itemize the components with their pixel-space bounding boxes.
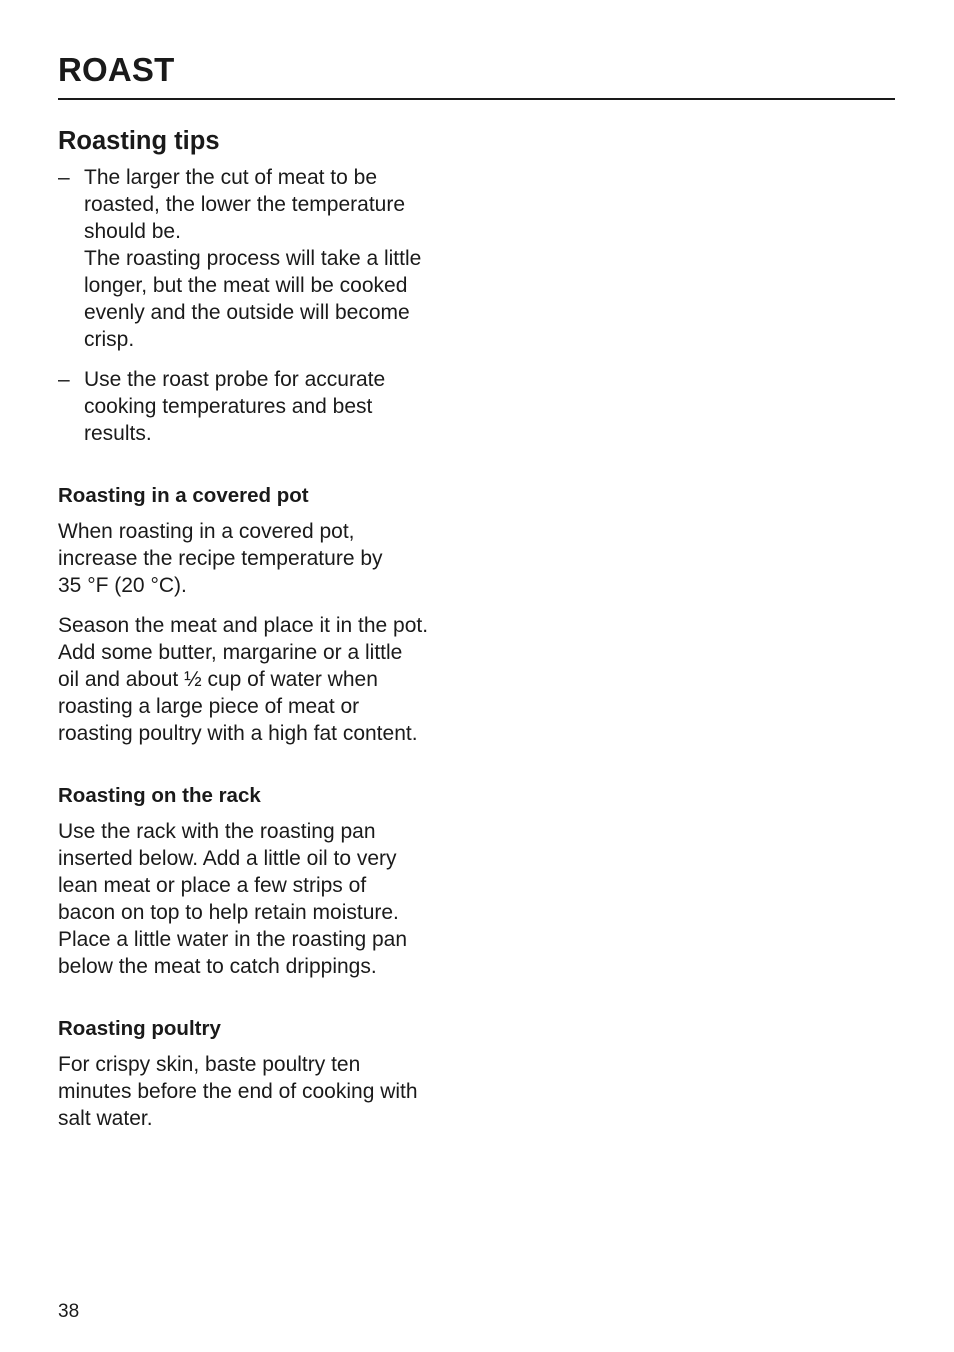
bullet-dash: –: [58, 368, 70, 391]
subheading-rack: Roasting on the rack: [58, 784, 261, 807]
section-heading-roasting-tips: Roasting tips: [58, 127, 220, 155]
title-divider: [58, 98, 895, 100]
subheading-covered-pot: Roasting in a covered pot: [58, 484, 309, 507]
main-content: [58, 124, 478, 1145]
list-item: [58, 366, 478, 447]
paragraph: When roasting in a covered pot, increase the recipe temperature by 35 °F (20 °C).: [58, 520, 383, 597]
bullet-dash: –: [58, 166, 70, 189]
page-title: ROAST: [58, 51, 175, 88]
list-item: [58, 164, 478, 353]
paragraph: Season the meat and place it in the pot. Add some butter, margarine or a little oil and about ½ cup of water when roasting a large piece of meat or roasting poultry with a high fat content.: [58, 614, 429, 745]
page-number: 38: [58, 1301, 80, 1322]
bullet-text: The larger the cut of meat to be roasted, the lower the temperature should be. The roasting process will take a little longer, but the meat will be cooked evenly and the outside will become crisp.: [84, 166, 422, 351]
paragraph: For crispy skin, baste poultry ten minutes before the end of cooking with salt water.: [58, 1053, 418, 1130]
roasting-tips-list: [58, 164, 478, 447]
bullet-text: Use the roast probe for accurate cooking temperatures and best results.: [84, 368, 386, 445]
subheading-poultry: Roasting poultry: [58, 1017, 221, 1040]
paragraph: Use the rack with the roasting pan inserted below. Add a little oil to very lean meat or place a few strips of bacon on top to help retain moisture. Place a little water in the roasting pan below the meat to catch drippings.: [58, 820, 408, 978]
